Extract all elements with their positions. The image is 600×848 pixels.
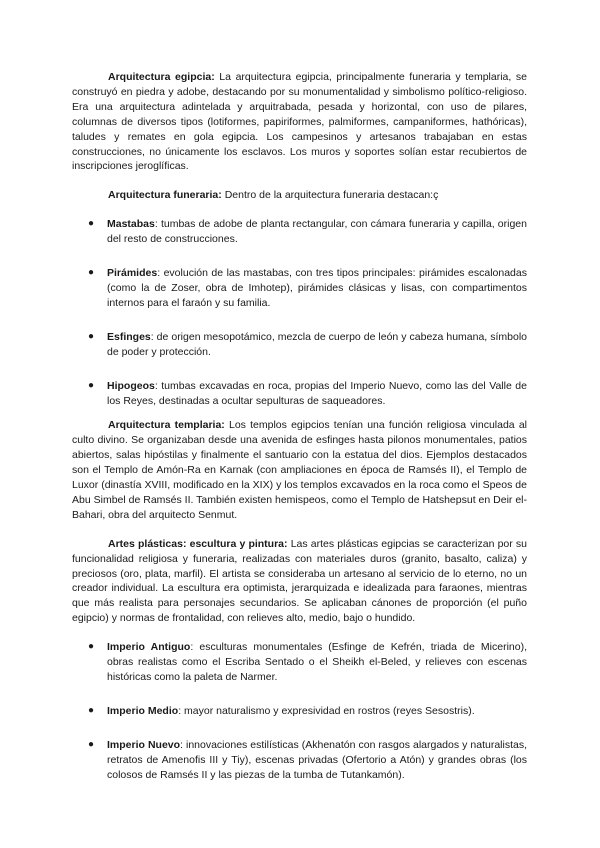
bullet-icon: ● — [88, 379, 95, 391]
text-arquitectura-templaria: Los templos egipcios tenían una función religiosa vinculada al culto divino. Se organizaban desde una avenida de esfinges hasta pilonos monumentales, patios abiertos, salas hipóstilas y finalmente el santuario con la estatua del dios. Ejemplos destacados son el Templo de Amón-Ra en Karnak (con ampliaciones en época de Ramsés II), el Templo de Luxor (dinastía XVIII, modificado en la XIX) y los templos excavados en la roca como el Speos de Abu Simbel de Ramsés II. También existen hemispeos, como el Templo de Hatshepsut en Deir el-Bahari, obra del arquitecto Senmut. — [72, 419, 527, 521]
text-arquitectura-egipcia: La arquitectura egipcia, principalmente funeraria y templaria, se construyó en piedra y adobe, destacando por su monumentalidad y simbolismo político-religioso. Era una arquitectura adintelada y arquitrabada, pesada y horizontal, con uso de pilares, columnas de diversos tipos (lotiformes, papiriformes, palmiformes, campaniformes, hathóricas), taludes y remates en gola egipcia. Los campesinos y artesanos trabajaban en estas construcciones, no únicamente los esclavos. Los muros y soportes solían estar recubiertos de inscripciones jeroglíficas. — [72, 71, 527, 173]
list-item-esfinges — [72, 330, 527, 360]
bullet-icon: ● — [88, 704, 95, 716]
heading-artes-plasticas: Artes plásticas: escultura y pintura: — [108, 537, 288, 550]
list-item-hipogeos — [72, 379, 527, 409]
paragraph-arquitectura-templaria — [72, 418, 527, 522]
paragraph-artes-plasticas — [72, 537, 527, 626]
list-item-piramides — [72, 266, 527, 311]
desc-piramides: : evolución de las mastabas, con tres tipos principales: pirámides escalonadas (como la de Zoser, obra de Imhotep), pirámides clásicas y lisas, con compartimentos internos para el faraón y su familia. — [107, 267, 527, 309]
desc-mastabas: : tumbas de adobe de planta rectangular, con cámara funeraria y capilla, origen del resto de construcciones. — [107, 218, 527, 246]
text-artes-plasticas: Las artes plásticas egipcias se caracterizan por su funcionalidad religiosa y funeraria, realizadas con materiales duros (granito, basalto, caliza) y preciosos (oro, plata, marfil). El artista se consideraba un artesano al servicio de lo eterno, no un creador individual. La escultura era optimista, jerarquizada e idealizada para faraones, mientras que más realista para personajes secundarios. Se aplicaban cánones de proporción (el puño egipcio) y normas de frontalidad, con relieves alto, medio, bajo o hundido. — [72, 537, 527, 625]
term-imperio-medio: Imperio Medio — [107, 704, 179, 717]
bullet-icon: ● — [88, 330, 95, 342]
list-item-mastabas — [72, 217, 527, 247]
desc-imperio-nuevo: : innovaciones estilísticas (Akhenatón con rasgos alargados y naturalistas, retratos de Amenofis III y Tiy), escenas privadas (Ofertorio a Atón) y grandes obras (los colosos de Ramsés II y las piezas de la tumba de Tutankamón). — [107, 738, 527, 781]
term-piramides: Pirámides — [107, 267, 158, 280]
bullet-icon: ● — [88, 267, 95, 279]
term-mastabas: Mastabas — [107, 218, 155, 231]
heading-arquitectura-templaria: Arquitectura templaria: — [108, 419, 225, 432]
bullet-icon: ● — [88, 738, 95, 750]
list-item-imperio-medio — [72, 704, 527, 719]
paragraph-arquitectura-funeraria — [72, 188, 527, 203]
list-item-imperio-antiguo — [72, 640, 527, 685]
term-esfinges: Esfinges — [107, 330, 151, 343]
term-hipogeos: Hipogeos — [107, 379, 155, 392]
list-funeraria — [72, 217, 527, 408]
term-imperio-antiguo: Imperio Antiguo — [107, 641, 191, 654]
bullet-icon: ● — [88, 641, 95, 653]
term-imperio-nuevo: Imperio Nuevo — [107, 738, 181, 751]
desc-imperio-medio: : mayor naturalismo y expresividad en rostros (reyes Sesostris). — [178, 704, 475, 717]
heading-arquitectura-egipcia: Arquitectura egipcia: — [108, 71, 215, 83]
bullet-icon: ● — [88, 218, 95, 230]
desc-hipogeos: : tumbas excavadas en roca, propias del Imperio Nuevo, como las del Valle de los Reyes, destinadas a ocultar sepulturas de saqueadores. — [107, 379, 527, 407]
heading-arquitectura-funeraria: Arquitectura funeraria: — [108, 189, 222, 202]
desc-esfinges: : de origen mesopotámico, mezcla de cuerpo de león y cabeza humana, símbolo de poder y protección. — [107, 330, 527, 358]
list-imperios — [72, 640, 527, 782]
document-page — [72, 70, 527, 783]
desc-imperio-antiguo: : esculturas monumentales (Esfinge de Kefrén, triada de Micerino), obras realistas como el Escriba Sentado o el Sheikh el-Beled, y relieves con escenas históricas como la paleta de Narmer. — [107, 641, 527, 683]
text-arquitectura-funeraria: Dentro de la arquitectura funeraria destacan:ç — [221, 189, 439, 202]
list-item-imperio-nuevo — [72, 738, 527, 783]
paragraph-arquitectura-egipcia — [72, 70, 527, 174]
